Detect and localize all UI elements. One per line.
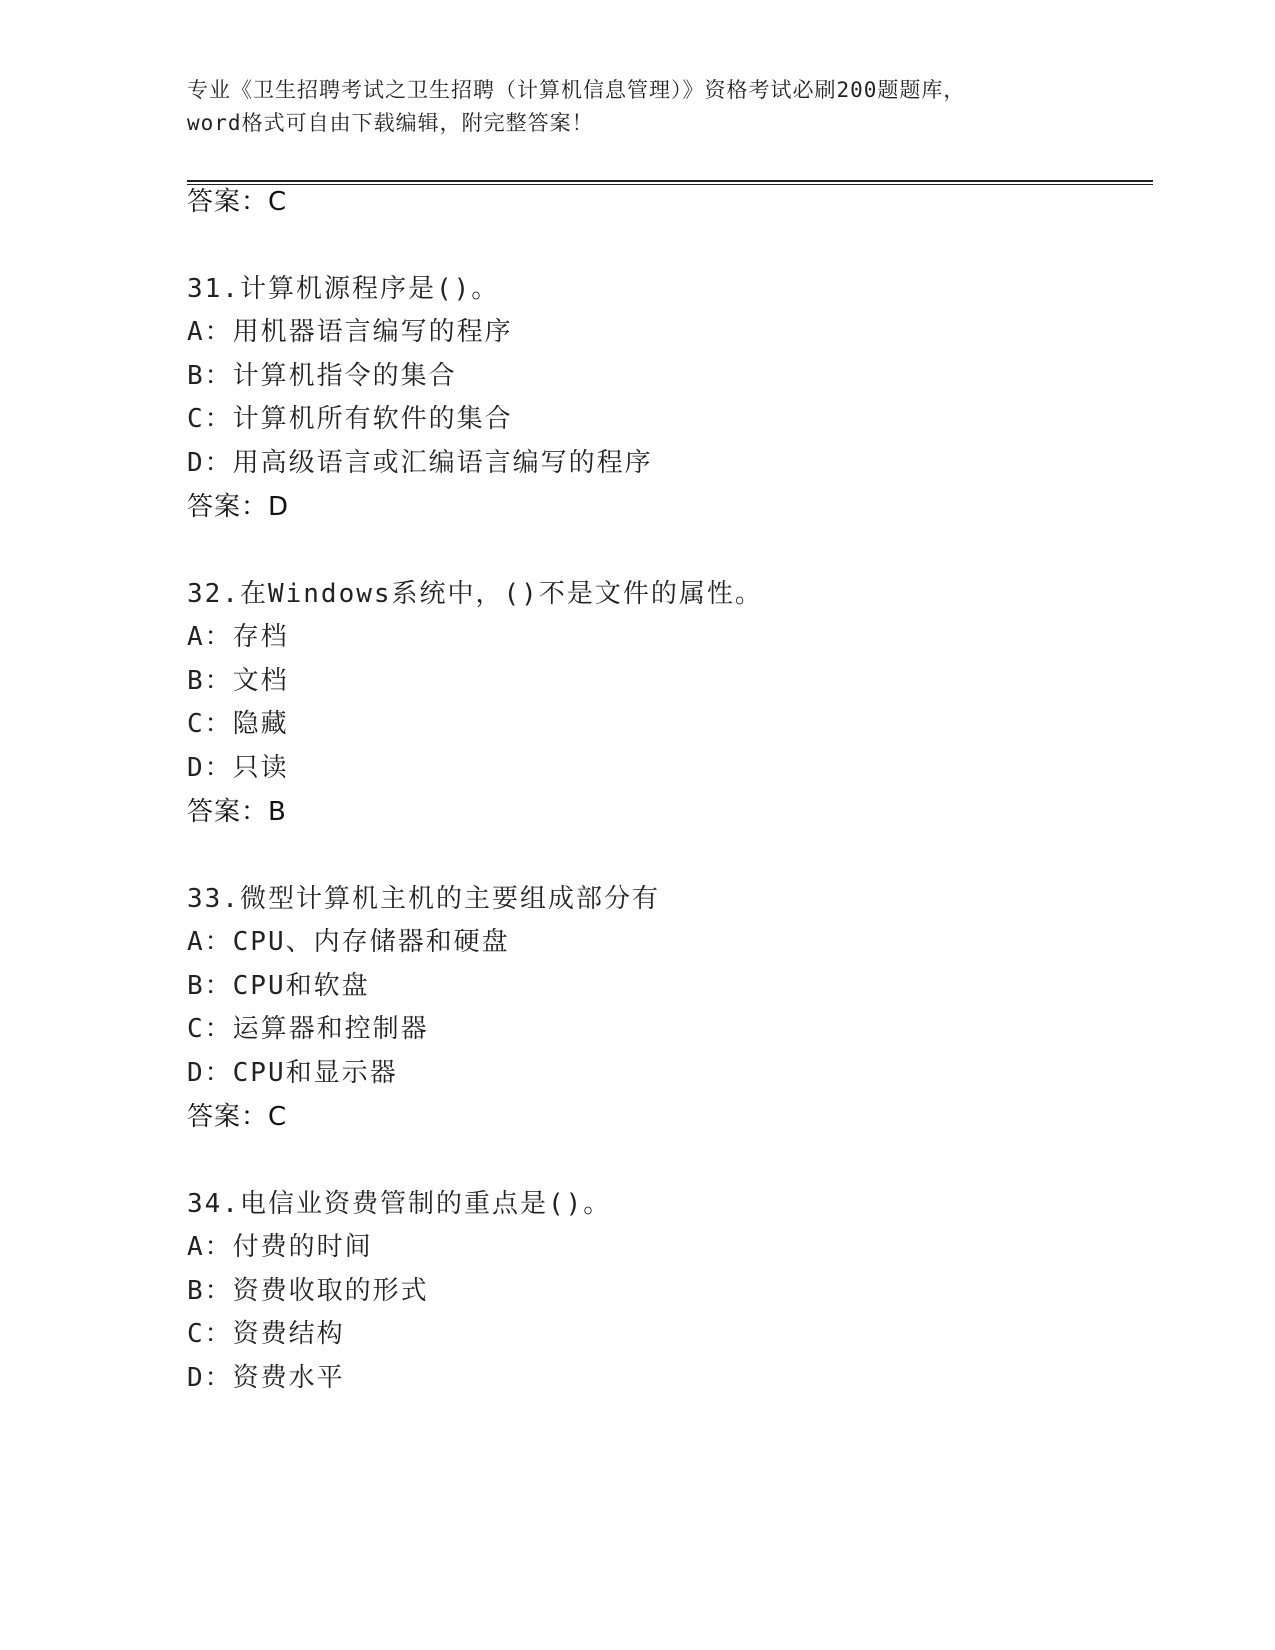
document-header <box>187 74 1087 140</box>
question-31-answer: 答案：D <box>187 492 290 522</box>
question-32-stem: 32.在Windows系统中，()不是文件的属性。 <box>187 579 763 609</box>
question-31-option-a: A：用机器语言编写的程序 <box>187 317 513 347</box>
question-32-option-d: D：只读 <box>187 753 289 783</box>
question-34-option-a: A：付费的时间 <box>187 1232 373 1262</box>
question-33-stem: 33.微型计算机主机的主要组成部分有 <box>187 884 660 914</box>
question-31-stem: 31.计算机源程序是()。 <box>187 274 500 304</box>
question-32-option-c: C：隐藏 <box>187 709 289 739</box>
question-33-option-c: C：运算器和控制器 <box>187 1014 429 1044</box>
question-32-answer: 答案：B <box>187 797 287 827</box>
question-31-option-b: B：计算机指令的集合 <box>187 361 457 391</box>
question-31-option-d: D：用高级语言或汇编语言编写的程序 <box>187 448 653 478</box>
question-34-option-d: D：资费水平 <box>187 1363 345 1393</box>
header-line-1: 专业《卫生招聘考试之卫生招聘（计算机信息管理）》资格考试必刷200题题库， <box>187 78 966 102</box>
question-31-option-c: C：计算机所有软件的集合 <box>187 404 513 434</box>
header-line-2: word格式可自由下载编辑，附完整答案！ <box>187 111 594 135</box>
question-32-option-b: B：文档 <box>187 666 289 696</box>
question-34-option-b: B：资费收取的形式 <box>187 1276 429 1306</box>
question-33-option-a: A：CPU、内存储器和硬盘 <box>187 927 510 957</box>
question-33-answer: 答案：C <box>187 1102 288 1132</box>
question-34-option-c: C：资费结构 <box>187 1319 345 1349</box>
question-33-option-b: B：CPU和软盘 <box>187 971 370 1001</box>
question-33-option-d: D：CPU和显示器 <box>187 1058 398 1088</box>
question-34-stem: 34.电信业资费管制的重点是()。 <box>187 1189 612 1219</box>
question-32-option-a: A：存档 <box>187 622 289 652</box>
header-divider-thin <box>187 184 1153 185</box>
previous-answer: 答案：C <box>187 187 288 217</box>
header-divider-thick <box>187 180 1153 182</box>
